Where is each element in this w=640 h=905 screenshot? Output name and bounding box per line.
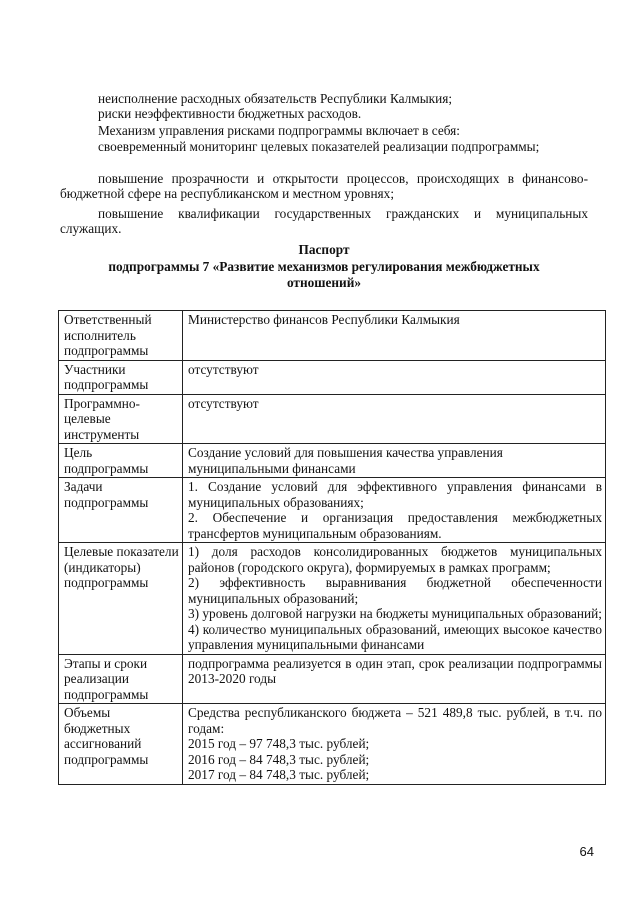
passport-subtitle: подпрограммы 7 «Развитие механизмов регулирования межбюджетных отношений» (108, 259, 540, 290)
row-value-text: Создание условий для повышения качества управления муниципальными финансами (188, 445, 503, 476)
task-item: 2. Обеспечение и организация предоставления межбюджетных трансфертов муниципальным образованиям. (188, 510, 602, 541)
row-value-goal (183, 444, 606, 478)
table-row (59, 543, 606, 655)
row-value-instruments (183, 394, 606, 444)
mechanism-item-monitoring: своевременный мониторинг целевых показателей реализации подпрограммы; (98, 139, 540, 154)
passport-table (58, 310, 606, 785)
row-value-text: отсутствуют (188, 361, 259, 377)
indicator-item: 1) доля расходов консолидированных бюджетов муниципальных районов (городского округа), формируемых в рамках программ; (188, 544, 602, 575)
table-row (59, 444, 606, 478)
budget-year-item: 2016 год – 84 748,3 тыс. рублей; (188, 751, 370, 767)
table-row (59, 311, 606, 361)
table-row (59, 704, 606, 785)
row-value-text: Министерство финансов Республики Калмыкия (188, 312, 460, 327)
table-row (59, 654, 606, 704)
row-value-participants (183, 360, 606, 394)
row-label-responsible: Ответственный исполнитель подпрограммы (59, 311, 183, 361)
table-row (59, 478, 606, 543)
row-value-tasks (183, 478, 606, 543)
row-value-indicators (183, 543, 606, 655)
row-label-indicators: Целевые показатели (индикаторы) подпрограммы (59, 543, 183, 655)
row-value-responsible (183, 311, 606, 361)
row-label-instruments: Программно-целевые инструменты (59, 394, 183, 444)
passport-title: Паспорт (298, 242, 350, 257)
risk-item-inefficiency: риски неэффективности бюджетных расходов. (98, 106, 362, 121)
indicator-item: 2) эффективность выравнивания бюджетной обеспеченности муниципальных образований; (188, 575, 602, 606)
table-row (59, 394, 606, 444)
budget-total: Средства республиканского бюджета – 521 489,8 тыс. рублей, в т.ч. по годам: (188, 705, 602, 736)
row-value-text: отсутствуют (188, 395, 259, 411)
budget-year-item: 2015 год – 97 748,3 тыс. рублей; (188, 736, 370, 751)
risk-mechanism-intro: Механизм управления рисками подпрограммы включает в себя: (98, 123, 460, 138)
row-label-participants: Участники подпрограммы (59, 360, 183, 394)
page-number: 64 (579, 844, 594, 859)
row-label-budget: Объемы бюджетных ассигнований подпрограммы (59, 704, 183, 785)
row-value-stages (183, 654, 606, 704)
indicator-item: 4) количество муниципальных образований, имеющих высокое качество управления муниципальными финансами (188, 621, 602, 652)
row-value-budget (183, 704, 606, 785)
table-row (59, 360, 606, 394)
budget-year-item: 2017 год – 84 748,3 тыс. рублей; (188, 767, 370, 782)
row-label-goal: Цель подпрограммы (59, 444, 183, 478)
indicator-item: 3) уровень долговой нагрузки на бюджеты муниципальных образований; (188, 606, 602, 621)
mechanism-item-transparency: повышение прозрачности и открытости процессов, происходящих в финансово-бюджетной сфере на республиканском и местном уровнях; (60, 171, 588, 201)
risk-item-expenditure-obligations: неисполнение расходных обязательств Республики Калмыкия; (98, 91, 453, 106)
mechanism-item-qualification: повышение квалификации государственных гражданских и муниципальных служащих. (60, 206, 588, 236)
row-value-text: подпрограмма реализуется в один этап, срок реализации подпрограммы 2013-2020 годы (188, 655, 602, 686)
row-label-stages: Этапы и сроки реализации подпрограммы (59, 654, 183, 704)
row-label-tasks: Задачи подпрограммы (59, 478, 183, 543)
task-item: 1. Создание условий для эффективного управления финансами в муниципальных образованиях; (188, 479, 602, 510)
